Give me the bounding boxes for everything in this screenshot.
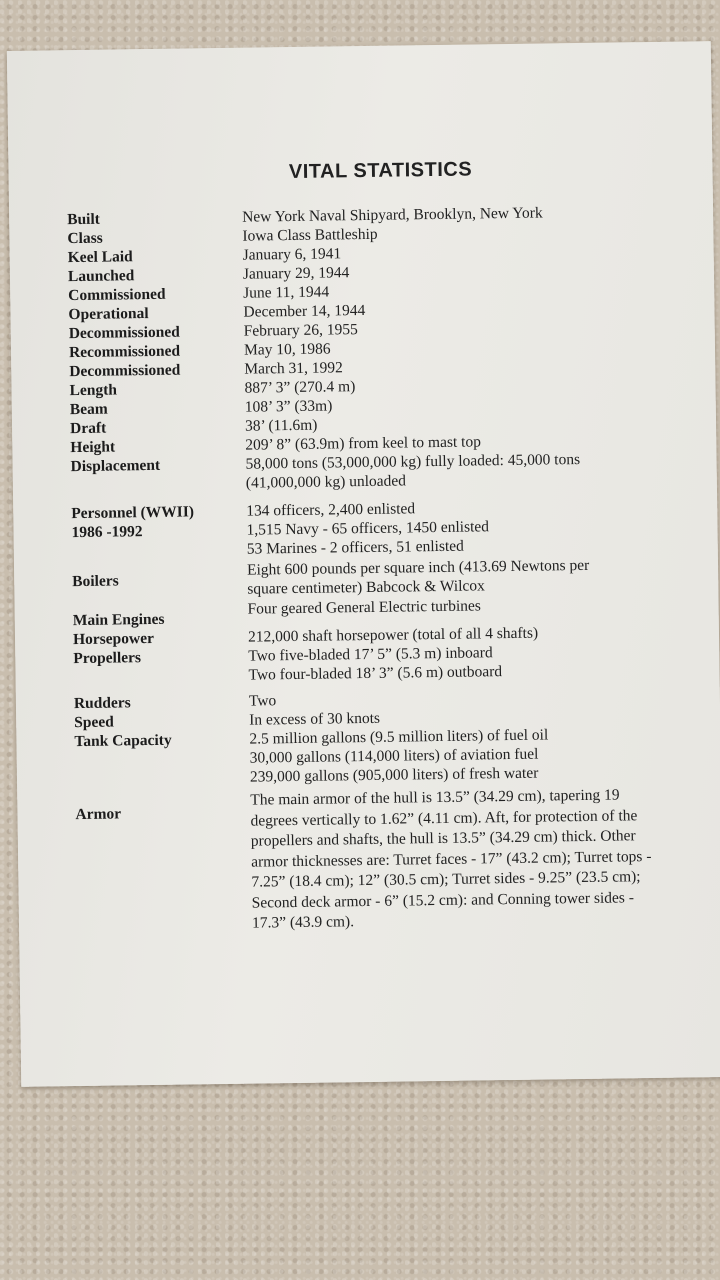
stat-value: In excess of 30 knots: [249, 709, 381, 729]
document-card: [7, 41, 720, 1087]
stat-label: Draft: [69, 419, 107, 438]
stat-value: New York Naval Shipyard, Brooklyn, New York: [242, 204, 543, 226]
stat-value: 1,515 Navy - 65 officers, 1450 enlisted 53 Marines - 2 officers, 51 enlisted: [246, 518, 490, 558]
stat-label: Class: [67, 229, 103, 248]
stat-value: 134 officers, 2,400 enlisted: [246, 500, 416, 520]
stat-label: Speed: [74, 713, 114, 732]
stat-value: 108’ 3” (33m): [244, 397, 333, 416]
stat-value: January 6, 1941: [242, 245, 342, 264]
stat-label: Commissioned: [68, 285, 166, 305]
stat-value: 887’ 3” (270.4 m): [244, 378, 356, 397]
stat-label: Horsepower: [72, 629, 155, 649]
stat-label: Armor: [75, 805, 122, 824]
stats-table: [67, 202, 687, 937]
stat-value: 2.5 million gallons (9.5 million liters) of fuel oil 30,000 gallons (114,000 liters) of aviation fuel 239,000 gallons (905,000 liters) of fresh water: [249, 726, 549, 786]
stat-label: Displacement: [70, 456, 161, 476]
stat-value: March 31, 1992: [244, 359, 343, 378]
stat-value: February 26, 1955: [243, 321, 358, 340]
stat-label: 1986 -1992: [71, 523, 143, 542]
stat-row: [75, 785, 687, 937]
stat-label: Recommissioned: [68, 342, 181, 362]
stat-label: Built: [67, 210, 101, 229]
stat-label: Decommissioned: [69, 361, 181, 381]
stat-label: Beam: [69, 400, 108, 419]
stat-value: 212,000 shaft horsepower (total of all 4 shafts): [247, 624, 539, 646]
stat-label: Keel Laid: [67, 248, 133, 267]
stat-label: Length: [69, 381, 118, 400]
stat-label: Decommissioned: [68, 323, 180, 343]
stat-value: May 10, 1986: [243, 340, 331, 359]
stat-value: Iowa Class Battleship: [242, 225, 378, 245]
stat-row: [70, 449, 680, 496]
stat-value: The main armor of the hull is 13.5” (34.29 cm), tapering 19 degrees vertically to 1.62” (4.11 cm). Aft, for protection of the propellers and shafts, the hull is 13.5” (34.29 cm) thick. Other armor thicknesses are: Turret faces - 17” (43.2 cm); Turret tops - 7.25” (18.4 cm); 12” (30.5 cm); Turret sides - 9.25” (23.5 cm); Second deck armor - 6” (15.2 cm): and Conning tower sides - 17.3” (43.9 cm).: [250, 786, 652, 932]
stat-label: Personnel (WWII): [71, 503, 195, 523]
stat-value: 209’ 8” (63.9m) from keel to mast top: [245, 433, 482, 454]
stat-label: Height: [70, 438, 116, 457]
stat-row: [74, 724, 685, 790]
stat-label: Rudders: [73, 694, 131, 713]
stat-value: Two five-bladed 17’ 5” (5.3 m) inboard Two four-bladed 18’ 3” (5.6 m) outboard: [248, 644, 503, 684]
stat-label: Operational: [68, 305, 149, 324]
stat-value: June 11, 1944: [243, 283, 330, 302]
stat-label: Boilers: [72, 572, 119, 591]
stat-value: 58,000 tons (53,000,000 kg) fully loaded: 45,000 tons (41,000,000 kg) unloaded: [245, 451, 581, 492]
stat-label: Launched: [67, 267, 135, 286]
stat-label: Tank Capacity: [74, 731, 172, 751]
stat-value: Two: [248, 692, 277, 710]
stat-value: Eight 600 pounds per square inch (413.69 Newtons per square centimeter) Babcock & Wilcox: [246, 556, 590, 598]
stat-row: [73, 641, 683, 688]
stat-value: Four geared General Electric turbines: [247, 597, 481, 618]
stat-value: 38’ (11.6m): [244, 416, 318, 435]
stat-value: December 14, 1944: [243, 301, 366, 321]
stat-label: Propellers: [73, 649, 142, 668]
stat-value: January 29, 1944: [242, 264, 350, 283]
stat-row: [71, 515, 681, 562]
document-title: VITAL STATISTICS: [288, 158, 473, 184]
stat-label: Main Engines: [72, 610, 165, 630]
